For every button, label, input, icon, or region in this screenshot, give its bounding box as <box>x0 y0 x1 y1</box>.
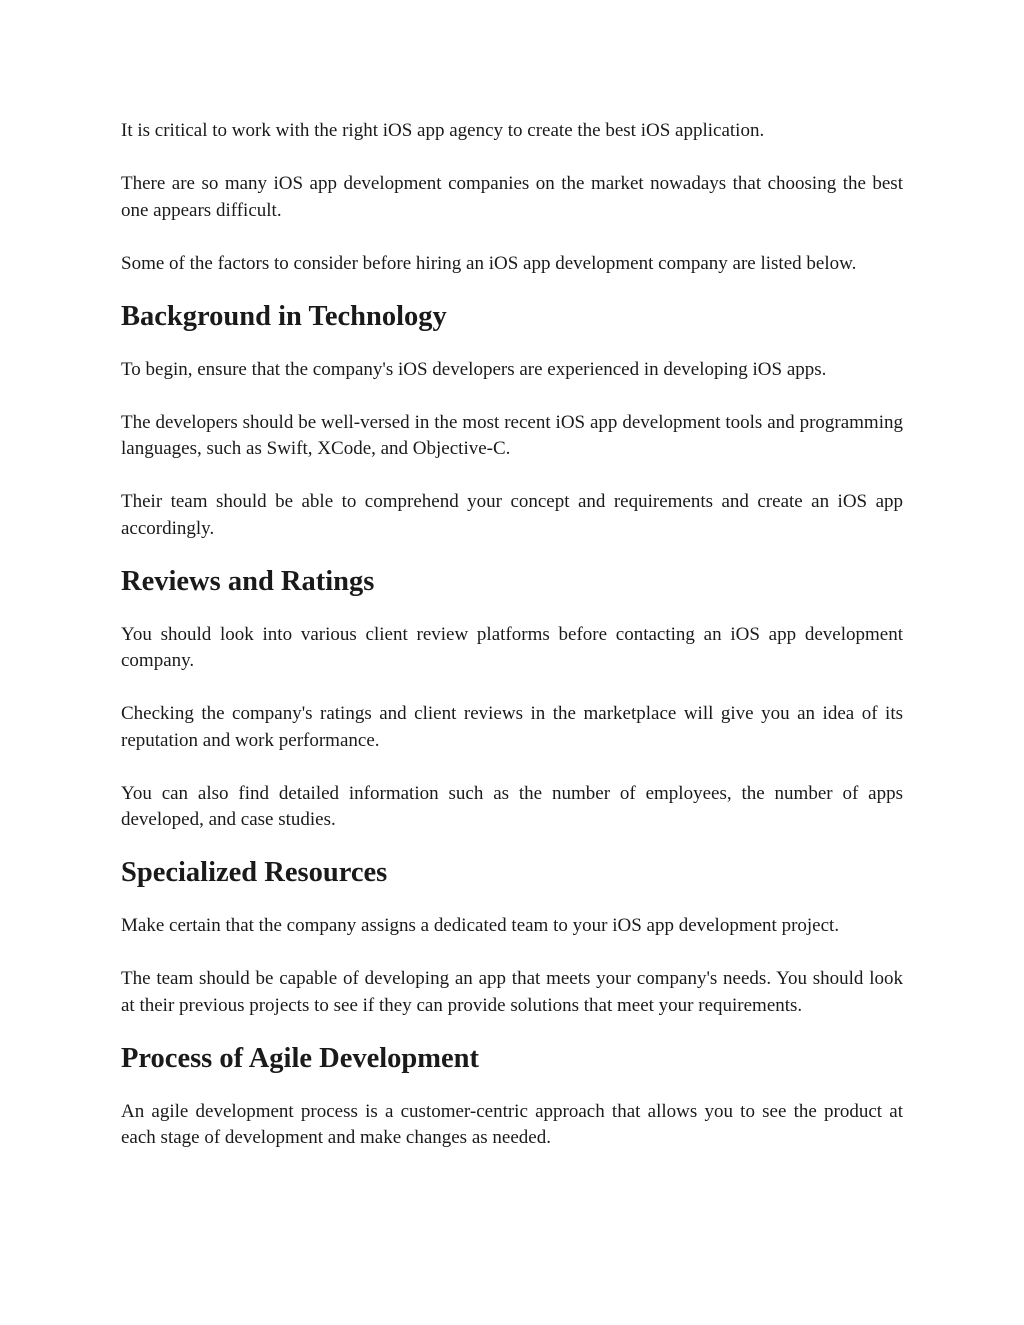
intro-paragraph-market: There are so many iOS app development companies on the market nowadays that choosing the best one appears difficult. <box>121 173 903 221</box>
section-heading-reviews: Reviews and Ratings <box>121 565 375 597</box>
reviews-paragraph-details: You can also find detailed information such as the number of employees, the number of apps developed, and case studies. <box>121 782 903 830</box>
technology-paragraph-tools: The developers should be well-versed in the most recent iOS app development tools and programming languages, such as Swift, XCode, and Objective-C. <box>121 411 903 459</box>
intro-paragraph-agency: It is critical to work with the right iOS app agency to create the best iOS application. <box>121 120 765 141</box>
resources-paragraph-dedicated-team: Make certain that the company assigns a dedicated team to your iOS app development project. <box>121 915 840 936</box>
technology-paragraph-team: Their team should be able to comprehend your concept and requirements and create an iOS app accordingly. <box>121 491 903 539</box>
section-heading-technology: Background in Technology <box>121 300 447 332</box>
section-heading-agile: Process of Agile Development <box>121 1042 480 1074</box>
technology-paragraph-experience: To begin, ensure that the company's iOS developers are experienced in developing iOS apps. <box>121 358 827 380</box>
document-page <box>121 118 903 1152</box>
resources-paragraph-capability: The team should be capable of developing an app that meets your company's needs. You should look at their previous projects to see if they can provide solutions that meet your requirements. <box>121 968 903 1016</box>
reviews-paragraph-platforms: You should look into various client review platforms before contacting an iOS app development company. <box>121 623 903 671</box>
section-heading-resources: Specialized Resources <box>121 857 388 888</box>
intro-paragraph-factors: Some of the factors to consider before hiring an iOS app development company are listed below. <box>121 252 857 274</box>
reviews-paragraph-ratings: Checking the company's ratings and client reviews in the marketplace will give you an idea of its reputation and work performance. <box>121 703 903 751</box>
agile-paragraph-process: An agile development process is a customer-centric approach that allows you to see the product at each stage of development and make changes as needed. <box>121 1100 903 1148</box>
